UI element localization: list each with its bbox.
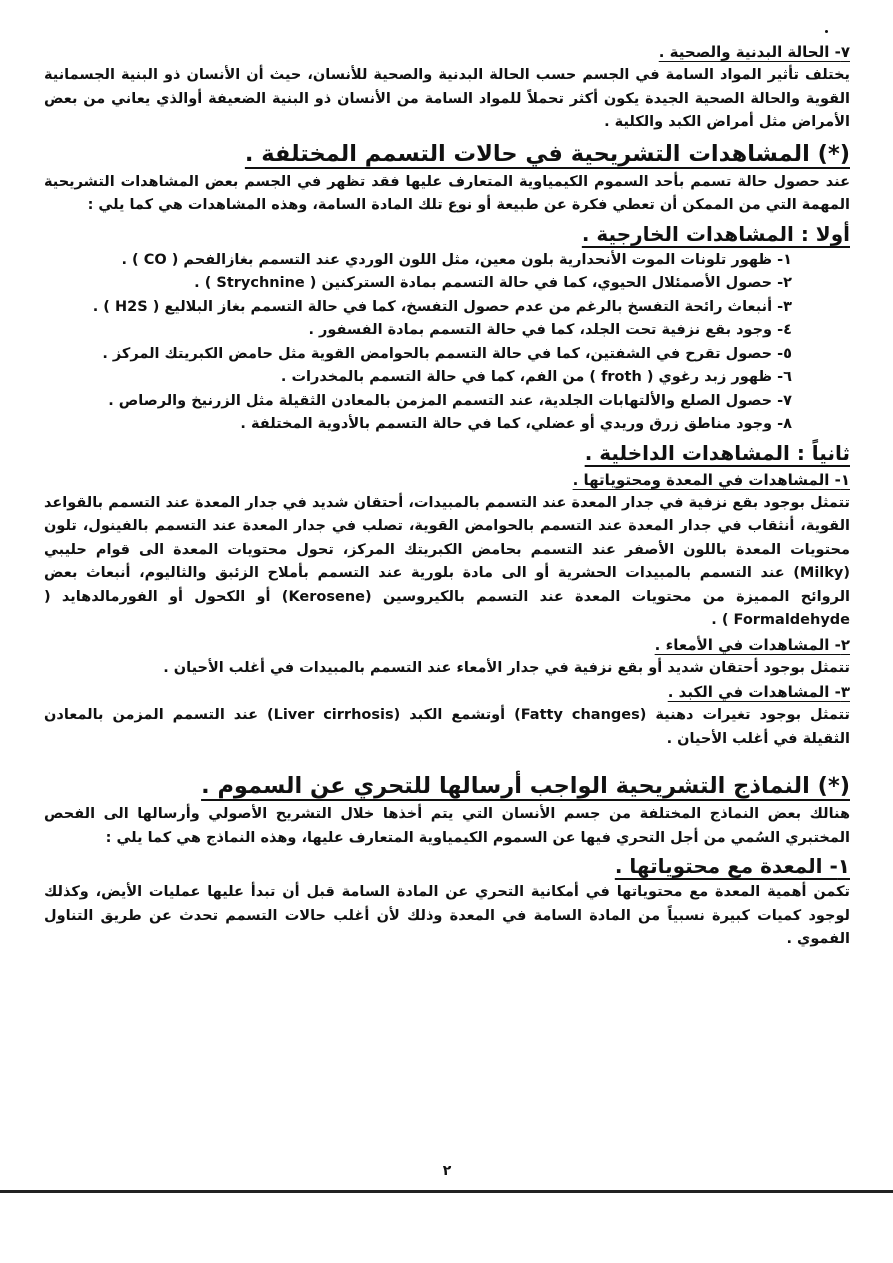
liver-findings-body: تتمثل بوجود تغيرات دهنية (Fatty changes) أوتشمع الكبد (Liver cirrhosis) عند التسمم المزمن بالمعادن الثقيلة في أغلب الأحيان . [44, 707, 850, 747]
internal-heading: ثانياً : المشاهدات الداخلية . [584, 440, 850, 465]
external-findings-list [44, 249, 850, 437]
list-item: ٦- ظهور زبد رغوي ( froth ) من الفم، كما في حالة التسمم بالمخدرات . [280, 369, 792, 385]
list-item: ١- ظهور تلونات الموت الأنحدارية بلون معين، مثل اللون الوردي عند التسمم بغازالفحم ( CO ) . [121, 251, 792, 268]
page-number: ٢ [442, 1163, 452, 1179]
autopsy-heading: (*) المشاهدات التشريحية في حالات التسمم المختلفة . [244, 140, 850, 167]
external-heading: أولا : المشاهدات الخارجية . [581, 221, 850, 246]
samples-heading: (*) النماذج التشريحية الواجب أرسالها للتحري عن السموم . [201, 773, 850, 799]
document-page [44, 40, 850, 1232]
samples-intro: هنالك بعض النماذج المختلفة من جسم الأنسان التي يتم أخذها خلال التشريح الأصولي وأرسالها الى الفحص المختبري السُمي من أجل التحري فيها عن السموم الكيمياوية المتعارف عليها، وهذه النماذج هي كما يلي : [44, 806, 850, 846]
intestine-findings-body: تتمثل بوجود أحتقان شديد أو بقع نزفية في جدار الأمعاء عند التسمم بالمبيدات في أغلب الأحيان . [163, 659, 850, 676]
samples-stomach-body: تكمن أهمية المعدة مع محتوياتها في أمكانية التحري عن المادة السامة قبل أن تبدأ عليها عمليات الأيض، وكذلك لوجود كميات كبيرة نسبياً من المادة السامة في المعدة وذلك لأن أغلب حالات التسمم تحدث عن طريق التناول الفموي . [44, 884, 850, 947]
bottom-border-line [0, 1190, 893, 1193]
scan-speck [825, 30, 828, 33]
list-item: ٤- وجود بقع نزفية تحت الجلد، كما في حالة التسمم بمادة الفسفور . [308, 322, 792, 338]
stomach-findings-body: تتمثل بوجود بقع نزفية في جدار المعدة عند التسمم بالمبيدات، أحتقان شديد في جدار المعدة عند التسمم بالقواعد القوية، أنثقاب في جدار المعدة عند التسمم بالحوامض القوية، تصلب في جدار المعدة عند التسمم بالفينول، تلون محتويات المعدة باللون الأصفر عند التسمم بحامض الكبريتك المركز، تحول محتويات المعدة الى قوام حليبي (Milky) عند التسمم بالمبيدات الحشرية أو الى مادة بلورية عند التسمم بأملاح الزئبق والثاليوم، أنبعاث بعض الروائح المميزة من محتويات المعدة عند التسمم بالكيروسين (Kerosene) أو الكحول أو الفورمالدهايد ( Formaldehyde ) . [44, 494, 851, 628]
samples-stomach-heading: ١- المعدة مع محتوياتها . [614, 854, 850, 878]
liver-findings-title: ٣- المشاهدات في الكبد . [667, 683, 850, 701]
autopsy-intro: عند حصول حالة تسمم بأحد السموم الكيمياوية المتعارف عليها فقد تظهر في الجسم بعض المشاهدات التشريحية المهمة التي من الممكن أن تعطي فكرة عن طبيعة أو نوع تلك المادة السامة، وهذه المشاهدات هي كما يلي : [44, 173, 850, 213]
list-item: ٧- حصول الصلع والألتهابات الجلدية، عند التسمم المزمن بالمعادن الثقيلة مثل الزرنيخ والرصاص . [108, 392, 792, 409]
list-item: ٥- حصول تقرح في الشفتين، كما في حالة التسمم بالحوامض القوية مثل حامض الكبريتك المركز . [102, 345, 792, 362]
section7-title: ٧- الحالة البدنية والصحية . [658, 43, 850, 61]
stomach-findings-title: ١- المشاهدات في المعدة ومحتوياتها . [572, 470, 850, 489]
list-item: ٨- وجود مناطق زرق وريدي أو عضلي، كما في حالة التسمم بالأدوية المختلفة . [240, 416, 792, 432]
list-item: ٢- حصول الأصمئلال الحيوي، كما في حالة التسمم بمادة الستركنين ( Strychnine ) . [194, 275, 792, 291]
intestine-findings-title: ٢- المشاهدات في الأمعاء . [654, 635, 850, 654]
section7-body: يختلف تأثير المواد السامة في الجسم حسب الحالة البدنية والصحية للأنسان، حيث أن الأنسان ذو البنية الجسمانية القوية والحالة الصحية الجيدة يكون أكثر تحملاً للمواد السامة من الأنسان ذو البنية الضعيفة أوالذي يعاني من بعض الأمراض مثل أمراض الكبد والكلية . [44, 67, 850, 130]
list-item: ٣- أنبعاث رائحة التفسخ بالرغم من عدم حصول التفسخ، كما في حالة التسمم بغاز البلاليع ( H2S ) . [92, 298, 792, 315]
